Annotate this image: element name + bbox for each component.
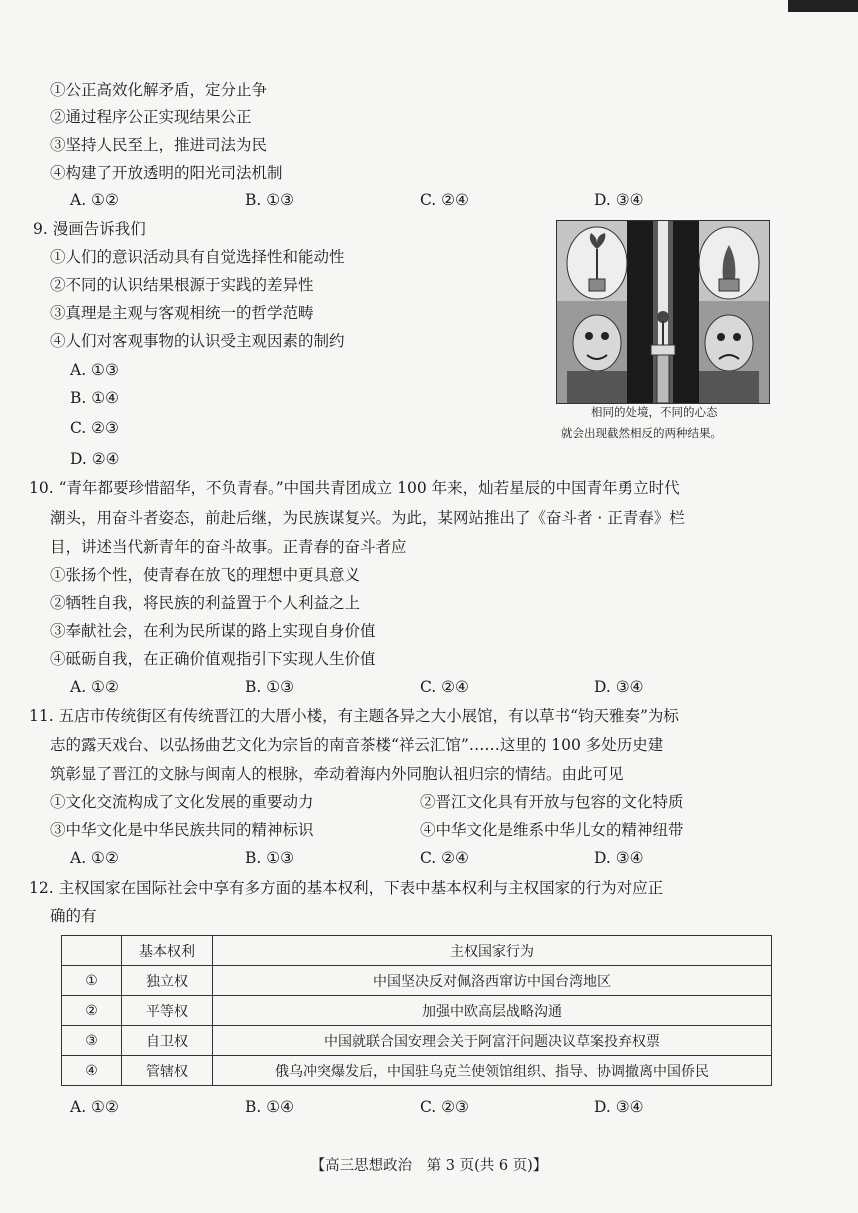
q10-stem-line-2: 潮头，用奋斗者姿态，前赴后继，为民族谋复兴。为此，某网站推出了《奋斗者 · 正青春》栏 [50, 509, 685, 527]
q12-stem-line-2: 确的有 [50, 907, 97, 925]
q11-stem-line-2: 志的露天戏台、以弘扬曲艺文化为宗旨的南音茶楼“祥云汇馆”……这里的 100 多处历史建 [50, 736, 664, 754]
q10-stem-line-1: 10. “青年都要珍惜韶华，不负青春。”中国共青团成立 100 年来，灿若星辰的中国青年勇立时代 [29, 479, 680, 497]
q10-option-d[interactable]: D. ③④ [594, 678, 644, 696]
q9-item-3: ③真理是主观与客观相统一的哲学范畴 [50, 304, 314, 322]
table-cell: 独立权 [122, 966, 213, 996]
q12-stem-line-1: 12. 主权国家在国际社会中享有多方面的基本权利，下表中基本权利与主权国家的行为对应正 [29, 879, 664, 897]
q8-option-c[interactable]: C. ②④ [420, 191, 469, 209]
table-header-row [62, 936, 772, 966]
rights-table [61, 935, 772, 1086]
q11-item-2: ②晋江文化具有开放与包容的文化特质 [420, 793, 684, 811]
table-cell: 平等权 [122, 996, 213, 1026]
cartoon-drawing [557, 221, 769, 403]
q9-item-4: ④人们对客观事物的认识受主观因素的制约 [50, 332, 345, 350]
q10-option-c[interactable]: C. ②④ [420, 678, 469, 696]
q12-option-d[interactable]: D. ③④ [594, 1098, 644, 1116]
q11-option-b[interactable]: B. ①③ [245, 849, 295, 867]
cartoon-caption-line-1: 相同的处境，不同的心态 [591, 405, 718, 419]
q12-option-c[interactable]: C. ②③ [420, 1098, 469, 1116]
q12-option-b[interactable]: B. ①④ [245, 1098, 295, 1116]
q11-option-a[interactable]: A. ①② [70, 849, 119, 867]
q11-item-1: ①文化交流构成了文化发展的重要动力 [50, 793, 314, 811]
q9-item-2: ②不同的认识结果根源于实践的差异性 [50, 276, 314, 294]
q10-item-4: ④砥砺自我，在正确价值观指引下实现人生价值 [50, 650, 376, 668]
table-cell: 中国就联合国安理会关于阿富汗问题决议草案投弃权票 [213, 1026, 772, 1056]
q9-option-c[interactable]: C. ②③ [70, 419, 119, 437]
table-header-cell: 基本权利 [122, 936, 213, 966]
table-cell: 管辖权 [122, 1056, 213, 1086]
q10-item-1: ①张扬个性，使青春在放飞的理想中更具意义 [50, 566, 361, 584]
q11-stem-line-3: 筑彰显了晋江的文脉与闽南人的根脉，牵动着海内外同胞认祖归宗的情结。由此可见 [50, 765, 624, 783]
table-cell: ② [62, 996, 122, 1026]
q9-option-b[interactable]: B. ①④ [70, 389, 120, 407]
table-cell: ③ [62, 1026, 122, 1056]
q11-option-c[interactable]: C. ②④ [420, 849, 469, 867]
q9-item-1: ①人们的意识活动具有自觉选择性和能动性 [50, 248, 345, 266]
q11-item-4: ④中华文化是维系中华儿女的精神纽带 [420, 821, 684, 839]
q10-option-a[interactable]: A. ①② [70, 678, 119, 696]
table-header-cell: 主权国家行为 [213, 936, 772, 966]
table-cell: 自卫权 [122, 1026, 213, 1056]
table-cell: 俄乌冲突爆发后，中国驻乌克兰使领馆组织、指导、协调撤离中国侨民 [213, 1056, 772, 1086]
q8-option-b[interactable]: B. ①③ [245, 191, 295, 209]
q8-item-3: ③坚持人民至上，推进司法为民 [50, 136, 268, 154]
q10-item-2: ②牺牲自我，将民族的利益置于个人利益之上 [50, 594, 361, 612]
scan-corner-mark [788, 0, 858, 12]
q8-item-1: ①公正高效化解矛盾，定分止争 [50, 81, 268, 99]
table-cell: ① [62, 966, 122, 996]
page-footer: 【高三思想政治 第 3 页(共 6 页)】 [310, 1158, 548, 1174]
q10-option-b[interactable]: B. ①③ [245, 678, 295, 696]
q11-stem-line-1: 11. 五店市传统街区有传统晋江的大厝小楼，有主题各异之大小展馆，有以草书“钧天雅奏”为标 [29, 707, 679, 725]
table-row [62, 996, 772, 1026]
table-row [62, 1056, 772, 1086]
table-row [62, 1026, 772, 1056]
cartoon-caption-line-2: 就会出现截然相反的两种结果。 [561, 426, 722, 440]
q8-option-a[interactable]: A. ①② [70, 191, 119, 209]
q8-item-2: ②通过程序公正实现结果公正 [50, 108, 252, 126]
q10-item-3: ③奉献社会，在利为民所谋的路上实现自身价值 [50, 622, 376, 640]
q9-option-d[interactable]: D. ②④ [70, 450, 120, 468]
cartoon-image [556, 220, 770, 404]
q11-option-d[interactable]: D. ③④ [594, 849, 644, 867]
table-cell: 加强中欧高层战略沟通 [213, 996, 772, 1026]
q9-stem: 9. 漫画告诉我们 [33, 220, 146, 238]
table-cell: ④ [62, 1056, 122, 1086]
q10-stem-line-3: 目，讲述当代新青年的奋斗故事。正青春的奋斗者应 [50, 538, 407, 556]
table-row [62, 966, 772, 996]
q8-option-d[interactable]: D. ③④ [594, 191, 644, 209]
table-cell: 中国坚决反对佩洛西窜访中国台湾地区 [213, 966, 772, 996]
q9-option-a[interactable]: A. ①③ [70, 361, 119, 379]
q11-item-3: ③中华文化是中华民族共同的精神标识 [50, 821, 314, 839]
q8-item-4: ④构建了开放透明的阳光司法机制 [50, 164, 283, 182]
table-header-cell [62, 936, 122, 966]
q12-option-a[interactable]: A. ①② [70, 1098, 119, 1116]
